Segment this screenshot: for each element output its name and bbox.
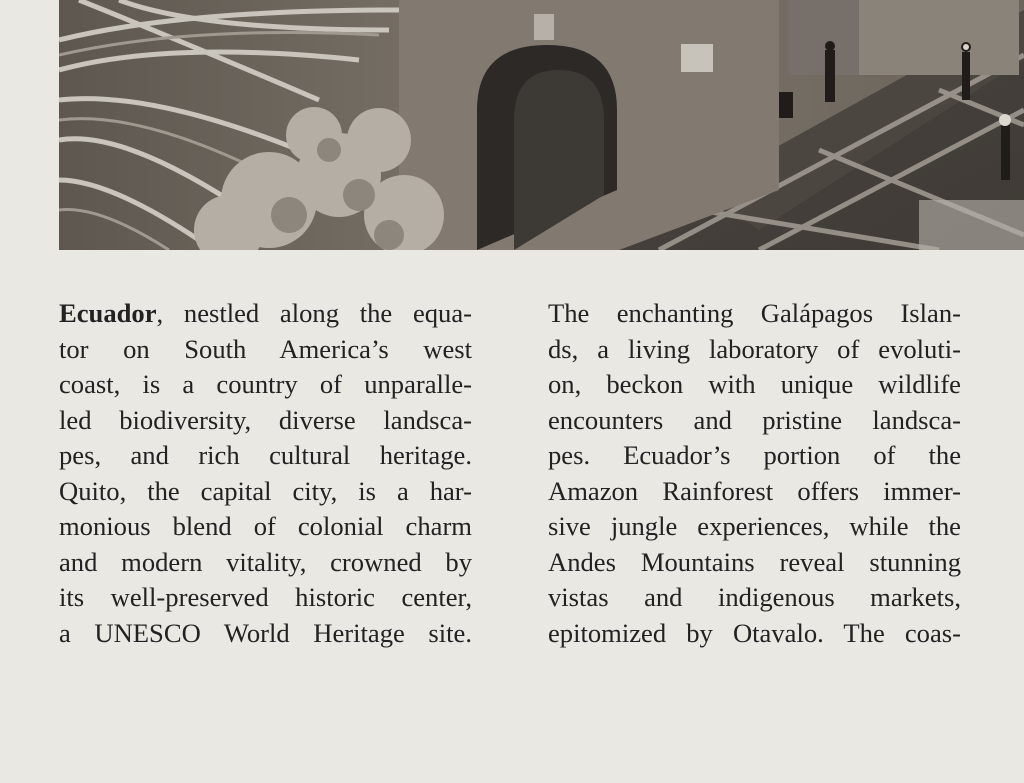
- text-line: encounters and pristine landsca-: [548, 404, 961, 435]
- lead-word: Ecuador: [59, 298, 157, 328]
- text-line-content: , nestled along the equa-: [156, 298, 472, 328]
- article-column-right: [548, 296, 961, 651]
- text-line: on, beckon with unique wildlife: [548, 369, 961, 399]
- text-line: Andes Mountains reveal stunning: [548, 546, 961, 577]
- text-line: Amazon Rainforest offers immer-: [548, 475, 961, 506]
- header-photo: [59, 0, 1024, 250]
- article-column-left: [59, 296, 472, 651]
- text-line: a UNESCO World Heritage site.: [59, 617, 472, 648]
- text-line: The enchanting Galápagos Islan-: [548, 298, 961, 328]
- text-line: [59, 296, 472, 332]
- text-line: sive jungle experiences, while the: [548, 511, 961, 541]
- text-line: Quito, the capital city, is a har-: [59, 475, 472, 506]
- text-line: and modern vitality, crowned by: [59, 546, 472, 577]
- photo-arch-plaza-icon: [59, 0, 1024, 250]
- text-line: its well-preserved historic center,: [59, 582, 472, 612]
- text-line: coast, is a country of unparalle-: [59, 369, 472, 399]
- text-line: vistas and indigenous markets,: [548, 582, 961, 612]
- text-line: tor on South America’s west: [59, 333, 472, 364]
- text-line: monious blend of colonial charm: [59, 511, 472, 541]
- text-line: pes, and rich cultural heritage.: [59, 440, 472, 470]
- text-line: epitomized by Otavalo. The coas-: [548, 617, 961, 648]
- text-line: pes. Ecuador’s portion of the: [548, 440, 961, 470]
- text-line: led biodiversity, diverse landsca-: [59, 404, 472, 435]
- text-line: ds, a living laboratory of evoluti-: [548, 333, 961, 364]
